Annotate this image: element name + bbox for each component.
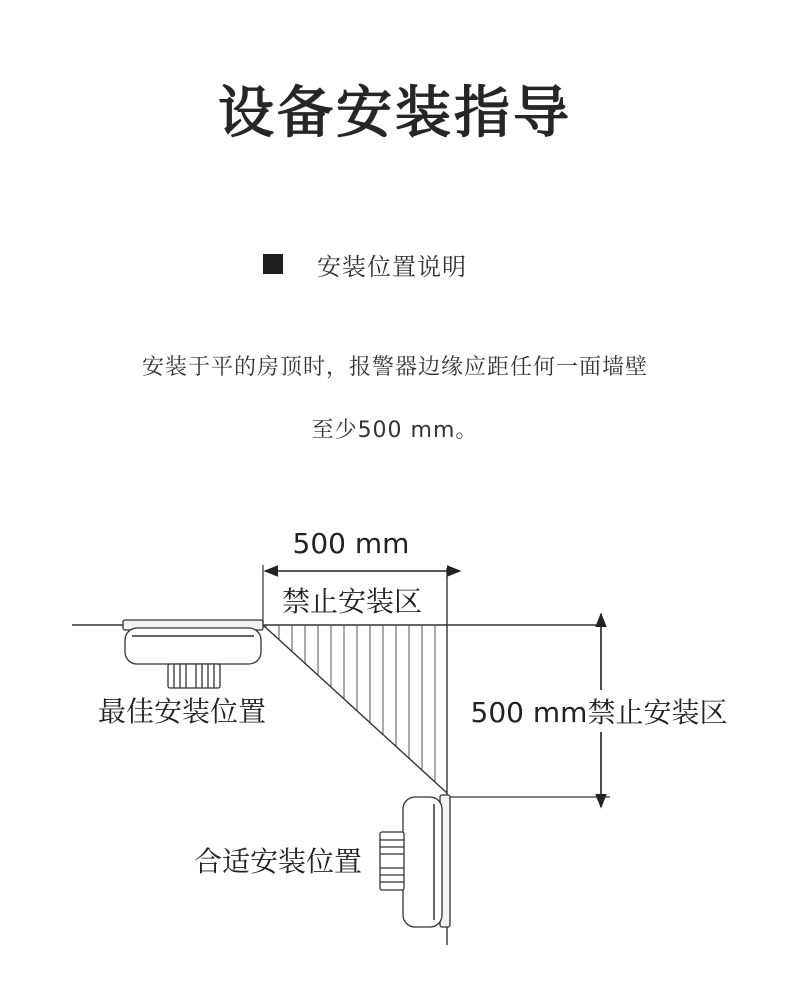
best-position-label: 最佳安装位置 — [97, 695, 267, 728]
page-title: 设备安装指导 — [218, 81, 572, 146]
wall-detector — [380, 795, 450, 927]
section-label: 安装位置说明 — [317, 252, 467, 281]
ceiling-detector — [123, 620, 263, 688]
section-heading — [263, 246, 467, 282]
square-bullet-icon — [263, 254, 283, 274]
suitable-position-label: 合适安装位置 — [193, 845, 363, 878]
vertical-zone-label: 500 mm禁止安装区 — [470, 696, 728, 729]
description-line-1: 安装于平的房顶时，报警器边缘应距任何一面墙壁 — [141, 355, 648, 380]
horizontal-dimension-label: 500 mm — [292, 527, 410, 560]
installation-diagram — [0, 500, 790, 990]
description-line-2: 至少500 mm。 — [311, 418, 479, 443]
prohibited-zone-diagonal — [263, 625, 447, 793]
ceiling-zone-label: 禁止安装区 — [281, 585, 423, 618]
